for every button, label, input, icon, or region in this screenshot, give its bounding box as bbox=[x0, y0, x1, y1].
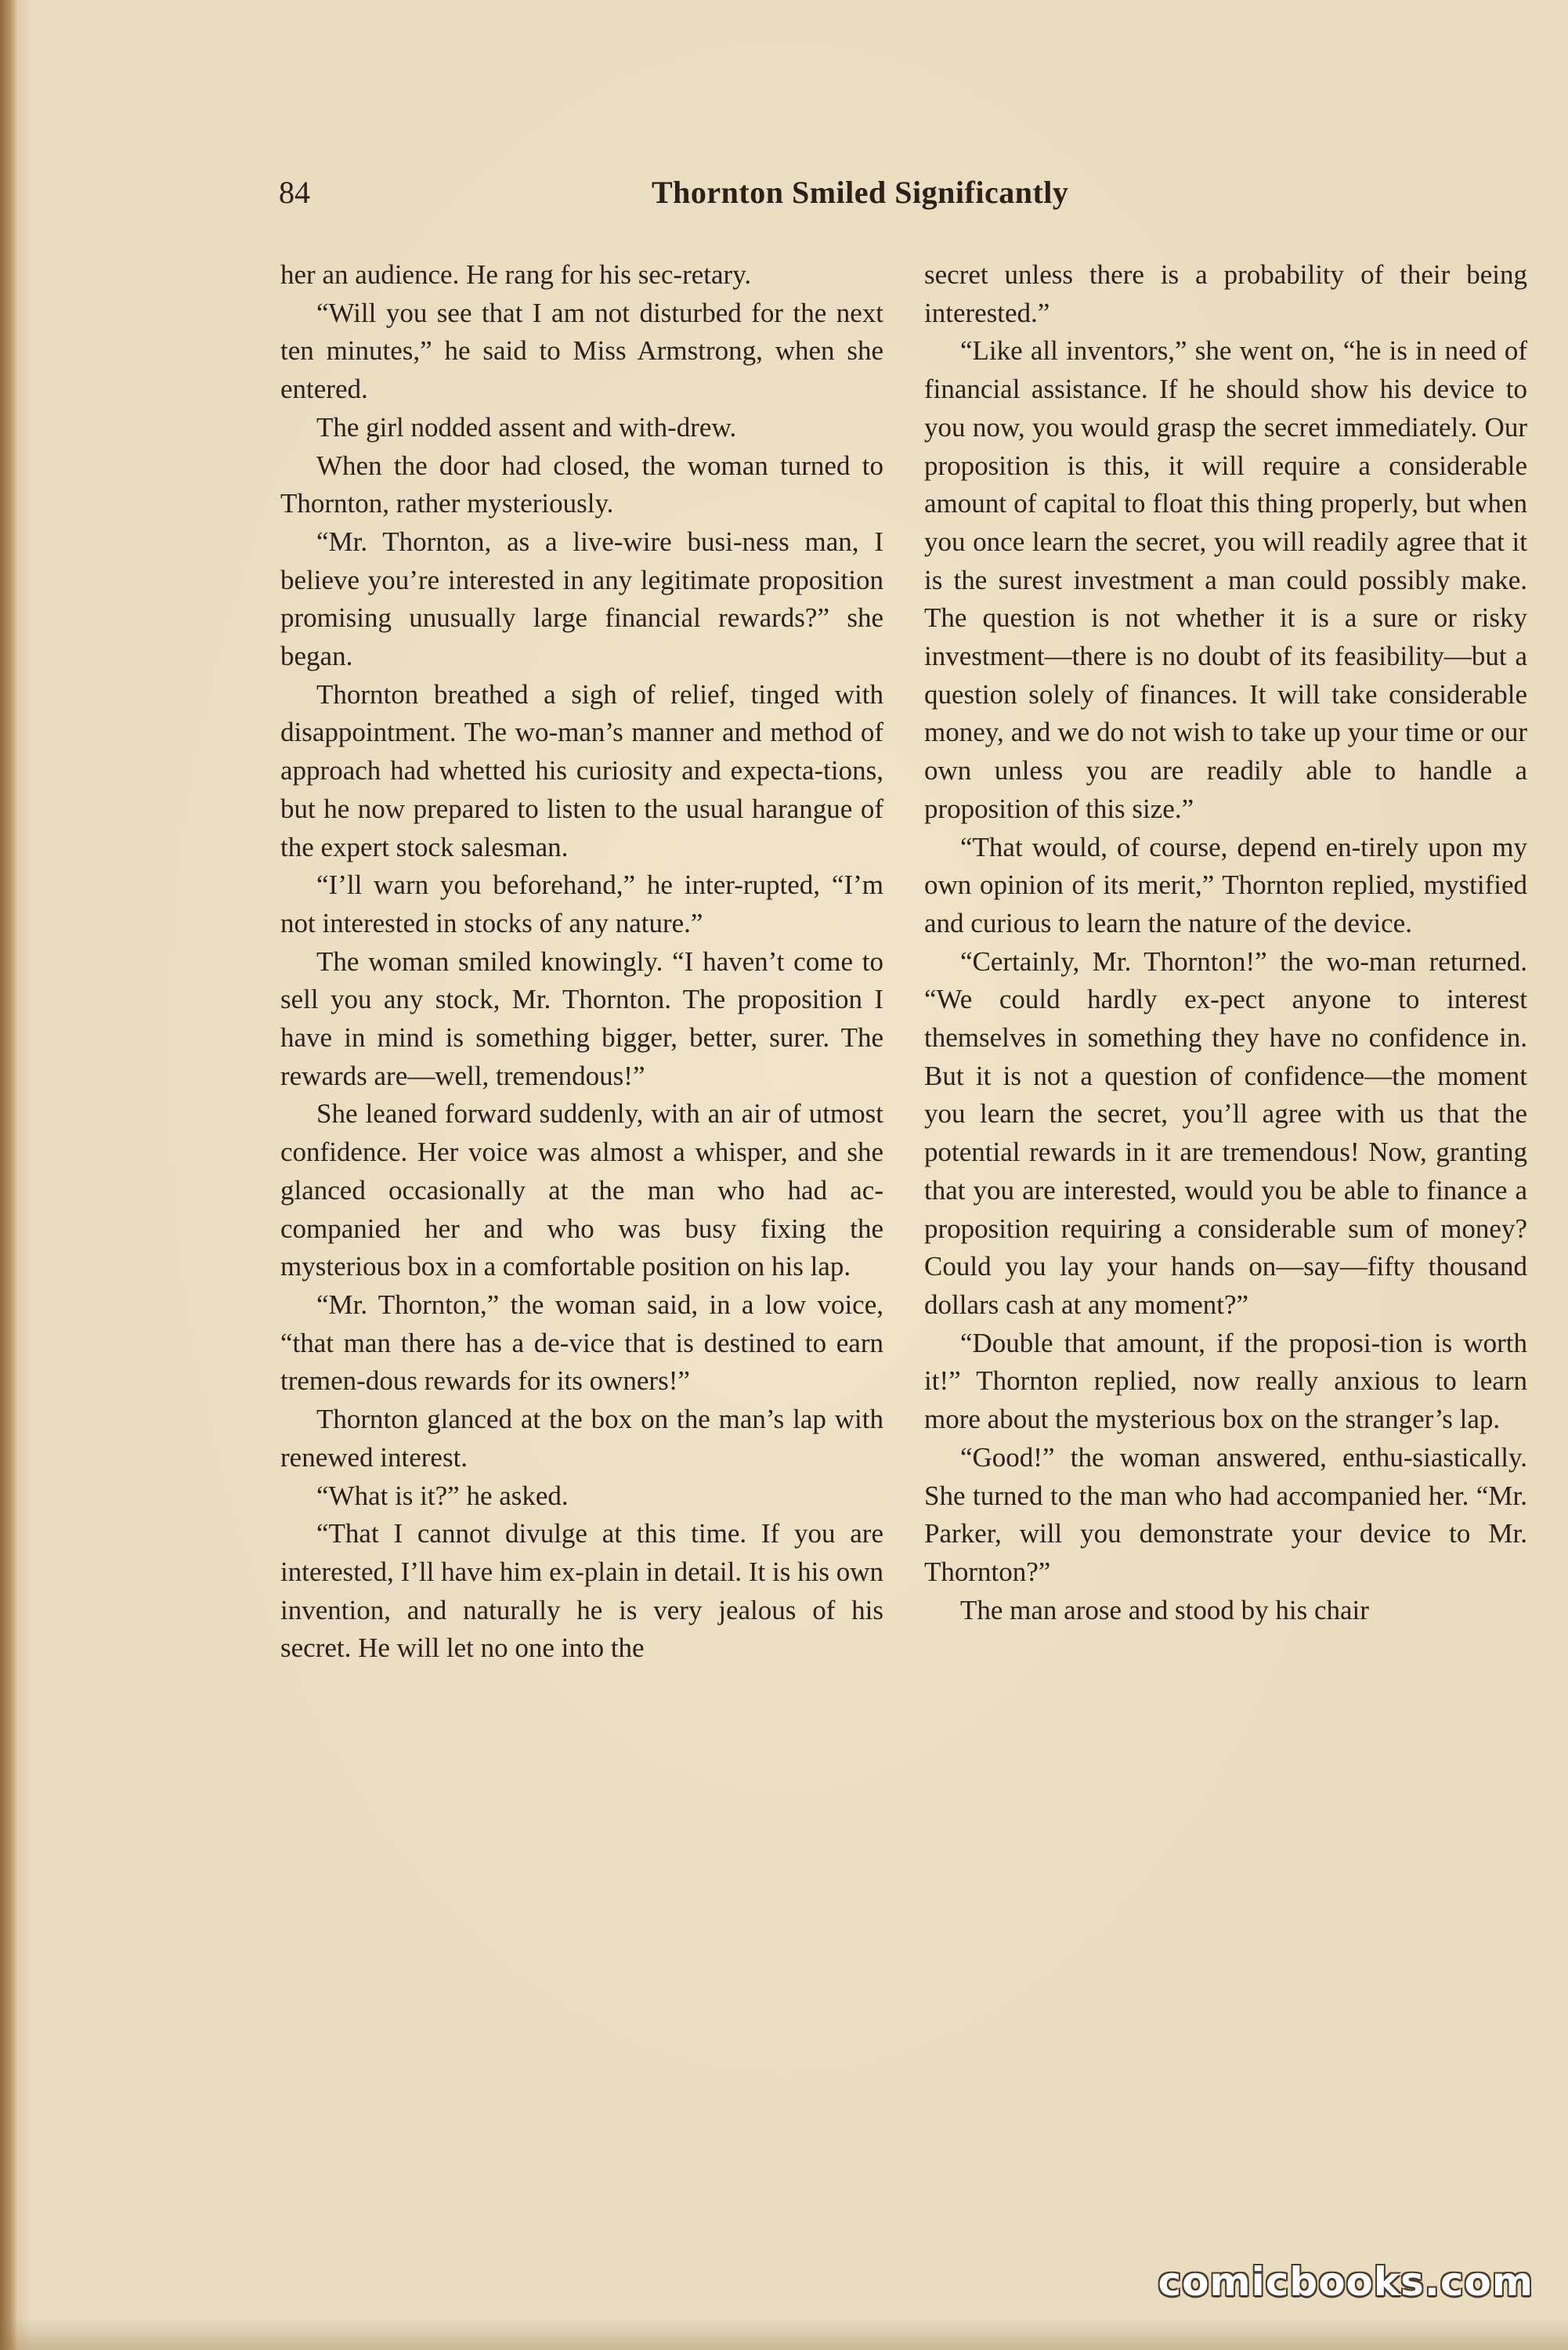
paragraph: The man arose and stood by his chair bbox=[960, 1594, 1369, 1625]
text-column-right bbox=[924, 256, 1527, 1629]
paragraph: “I’ll warn you beforehand,” he inter-rupted, “I’m not interested in stocks of any nature.” bbox=[280, 870, 883, 938]
running-title: Thornton Smiled Significantly bbox=[652, 175, 1069, 210]
paragraph: “Will you see that I am not disturbed for the next ten minutes,” he said to Miss Armstrong, when she entered. bbox=[280, 297, 883, 405]
paragraph: She leaned forward suddenly, with an air of utmost confidence. Her voice was almost a whisper, and she glanced occasionally at the man who had ac-companied her and who was busy fixing the mysterious box in a comfortable position on his lap. bbox=[280, 1098, 883, 1282]
watermark-logo: comicbooks.com bbox=[1158, 2259, 1534, 2305]
page-number: 84 bbox=[279, 175, 310, 210]
paragraph: “What is it?” he asked. bbox=[316, 1480, 569, 1511]
paragraph: “Double that amount, if the proposi-tion is worth it!” Thornton replied, now really anxious to learn more about the mysterious box on the stranger’s lap. bbox=[924, 1327, 1527, 1435]
paragraph: “That I cannot divulge at this time. If you are interested, I’ll have him ex-plain in detail. It is his own invention, and naturally he is very jealous of his secret. He will let no one into the bbox=[280, 1518, 883, 1664]
paragraph: “Good!” the woman answered, enthu-siastically. She turned to the man who had accompanied her. “Mr. Parker, will you demonstrate your device to Mr. Thornton?” bbox=[924, 1441, 1527, 1587]
page-header bbox=[279, 174, 1529, 221]
page-bottom-shadow bbox=[0, 2319, 1568, 2350]
page-spine-shadow bbox=[0, 0, 17, 2350]
text-column-left bbox=[280, 256, 883, 1668]
paragraph: Thornton glanced at the box on the man’s lap with renewed interest. bbox=[280, 1404, 883, 1473]
paragraph: The girl nodded assent and with-drew. bbox=[316, 411, 737, 443]
paragraph: When the door had closed, the woman turned to Thornton, rather mysteriously. bbox=[280, 450, 883, 519]
paragraph: “Certainly, Mr. Thornton!” the wo-man returned. “We could hardly ex-pect anyone to interest themselves in something they have no confidence in. But it is not a question of confidence—the moment you learn the secret, you’ll agree with us that the potential rewards in it are tremendous! Now, granting that you are interested, would you be able to finance a proposition requiring a considerable sum of money? Could you lay your hands on—say—fifty thousand dollars cash at any moment?” bbox=[924, 945, 1527, 1320]
paragraph: “Mr. Thornton, as a live-wire busi-ness man, I believe you’re interested in any legitimate proposition promising unusually large financial rewards?” she began. bbox=[280, 526, 883, 672]
paragraph: “Mr. Thornton,” the woman said, in a low voice, “that man there has a de-vice that is destined to earn tremen-dous rewards for its owners!” bbox=[280, 1289, 883, 1397]
paragraph: “That would, of course, depend en-tirely upon my own opinion of its merit,” Thornton replied, mystified and curious to learn the nature of the device. bbox=[924, 831, 1527, 938]
paragraph: “Like all inventors,” she went on, “he is in need of financial assistance. If he should show his device to you now, you would grasp the secret immediately. Our proposition is this, it will require a considerable amount of capital to float this thing properly, but when you once learn the secret, you will readily agree that it is the surest investment a man could possibly make. The question is not whether it is a sure or risky investment—there is no doubt of its feasibility—but a question solely of finances. It will take considerable money, and we do not wish to take up your time or our own unless you are readily able to handle a proposition of this size.” bbox=[924, 335, 1527, 824]
paragraph: Thornton breathed a sigh of relief, tinged with disappointment. The wo-man’s manner and method of approach had whetted his curiosity and expecta-tions, but he now prepared to listen to the usual harangue of the expert stock salesman. bbox=[280, 678, 883, 862]
paragraph: secret unless there is a probability of their being interested.” bbox=[924, 259, 1527, 328]
paragraph: The woman smiled knowingly. “I haven’t come to sell you any stock, Mr. Thornton. The proposition I have in mind is something bigger, better, surer. The rewards are—well, tremendous!” bbox=[280, 945, 883, 1091]
paragraph: her an audience. He rang for his sec-retary. bbox=[280, 259, 752, 290]
